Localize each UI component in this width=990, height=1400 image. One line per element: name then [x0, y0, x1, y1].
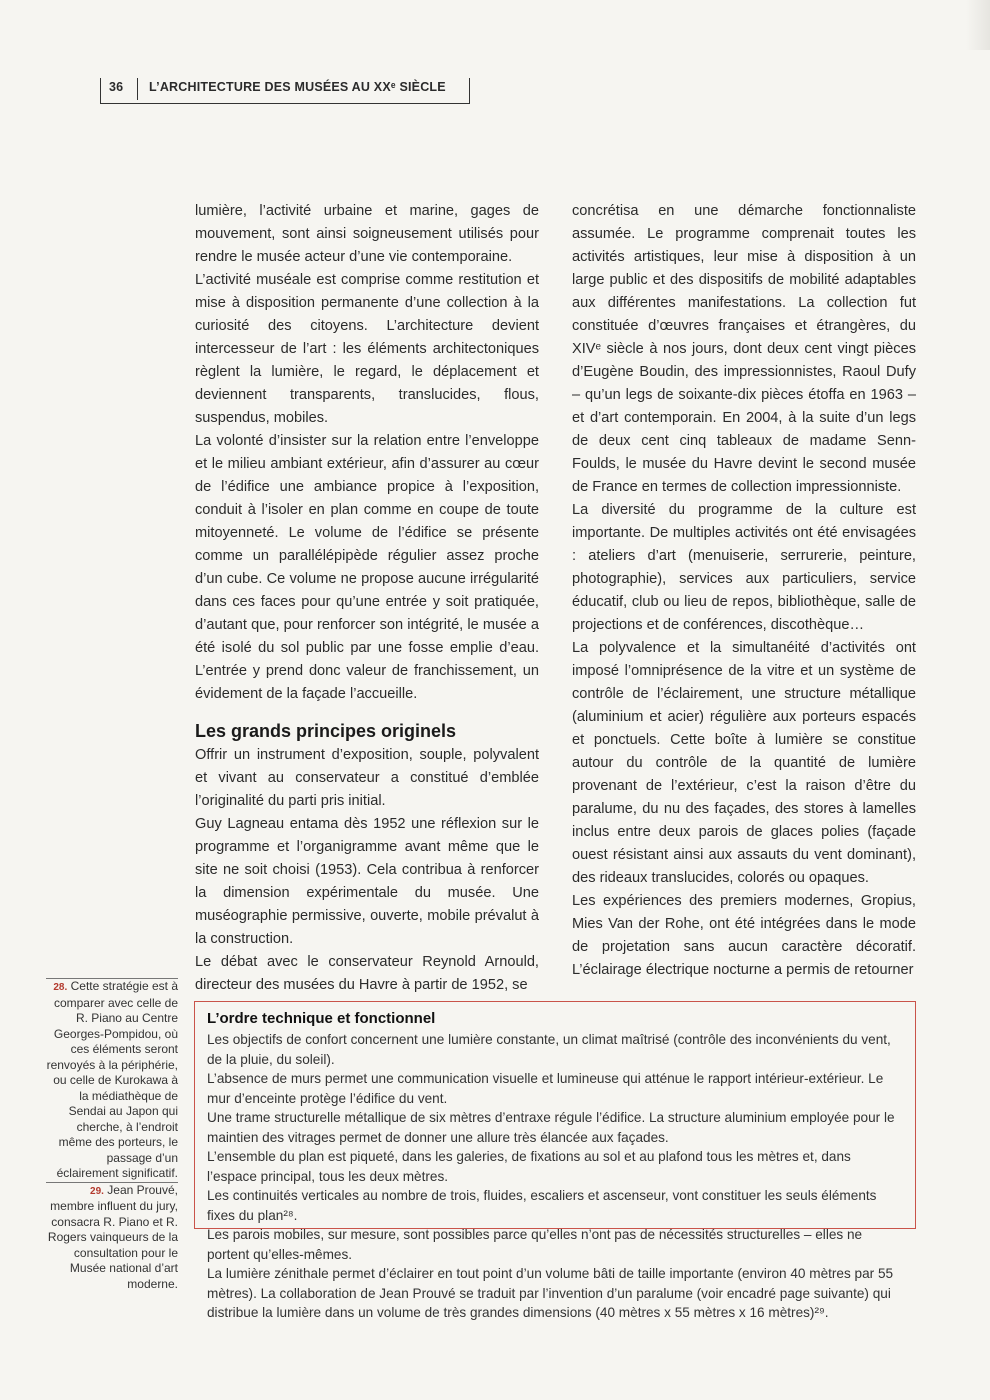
section-heading: Les grands principes originels: [195, 721, 457, 741]
page-edge-shadow: [966, 0, 990, 50]
paragraph: L’activité muséale est comprise comme restitution et mise à disposition permanente d’une collection à la curiosité des citoyens. L’architecture devient intercesseur de l’art : les éléments architectoniques règlent la lumière, le regard, le déplacement et deviennent transparents, translucides, flous, suspendus, mobiles.: [195, 272, 539, 426]
box-paragraph: L’absence de murs permet une communication visuelle et lumineuse qui atténue le rapport intérieur-extérieur. Le mur d’enceinte protège l’édifice du vent.: [207, 1071, 884, 1106]
running-title: L’ARCHITECTURE DES MUSÉES AU XXᵉ SIÈCLE: [149, 80, 446, 94]
paragraph: La diversité du programme de la culture est importante. De multiples activités ont été envisagées : ateliers d’art (menuiserie, serrurerie, peinture, photographie), services aux particuliers, service éducatif, club ou lieu de repos, bibliothèque, salle de projections et de conférences, discothèque…: [572, 502, 916, 633]
running-header: [100, 78, 470, 104]
paragraph: lumière, l’activité urbaine et marine, gages de mouvement, sont ainsi soigneusement utilisés pour rendre le musée acteur d’une vie contemporaine.: [195, 203, 539, 265]
box-paragraph: Les continuités verticales au nombre de trois, fluides, escaliers et ascenseur, vont constituer les seuls éléments fixes du plan²⁸.: [207, 1188, 877, 1223]
box-title: L’ordre technique et fonctionnel: [207, 1010, 436, 1027]
footnotes: [46, 978, 178, 1292]
sidebar-box: [194, 1001, 916, 1320]
box-paragraph: Une trame structurelle métallique de six mètres d’entraxe régule l’édifice. La structure aluminium employée pour le maintien des vitrages permet de donner une allure très élancée aux façades.: [207, 1110, 895, 1145]
paragraph: Offrir un instrument d’exposition, souple, polyvalent et vivant au conservateur a constitué d’emblée l’originalité du parti pris initial.: [195, 747, 539, 809]
page-number: 36: [109, 80, 124, 94]
paragraph: Guy Lagneau entama dès 1952 une réflexion sur le programme et l’organigramme avant même que le site ne soit choisi (1953). Cela contribua à renforcer la dimension expérimentale du musée. Une muséographie permissive, ouverte, mobile prévalut à la construction.: [195, 816, 539, 947]
footnote-29: [46, 1182, 178, 1293]
left-column: [195, 200, 539, 997]
paragraph: Les expériences des premiers modernes, Gropius, Mies Van der Rohe, ont été intégrées dans le mode de projetation sans aucun caractère décoratif. L’éclairage électrique nocturne a permis de retourner: [572, 893, 916, 978]
right-column: [572, 200, 916, 982]
header-divider: [137, 78, 138, 100]
paragraph: La polyvalence et la simultanéité d’activités ont imposé l’omniprésence de la vitre et un système de contrôle de l’éclairement, une structure métallique (aluminium et acier) régulière aux porteurs espacés et ponctuels. Cette boîte à lumière se constitue autour du contrôle de la quantité de lumière provenant de l’extérieur, c’est la raison d’être du paralume, du nu des façades, des stores à lamelles inclus entre deux parois de glaces polies (façade ouest résistant ainsi aux assauts du vent dominant), des rideaux translucides, colorés ou opaques.: [572, 640, 916, 886]
box-paragraph: L’ensemble du plan est piqueté, dans les galeries, de fixations au sol et au plafond tous les mètres et, dans l’espace principal, tous les deux mètres.: [207, 1149, 851, 1184]
footnote-text: Jean Prouvé, membre influent du jury, consacra R. Piano et R. Rogers vainqueurs de la consultation pour le Musée national d’art moderne.: [47, 1182, 178, 1291]
footnote-28: [46, 978, 178, 1182]
box-paragraph: Les objectifs de confort concernent une lumière constante, un climat maîtrisé (contrôle des inconvénients du vent, de la pluie, du soleil).: [207, 1032, 891, 1067]
box-paragraph: Les parois mobiles, sur mesure, sont possibles parce qu’elles n’ont pas de nécessités structurelles – elles ne portent qu’elles-mêmes.: [207, 1227, 863, 1262]
footnote-number: 29.: [90, 1185, 104, 1197]
footnote-number: 28.: [53, 982, 68, 993]
paragraph: concrétisa en une démarche fonctionnaliste assumée. Le programme comprenait toutes les activités artistiques, leur mise à disposition à un large public et des dispositifs de mobilité adaptables aux différentes manifestations. La collection fut constituée d’œuvres françaises et étrangères, du XIVᵉ siècle à nos jours, dont deux cent vingt pièces d’Eugène Boudin, des impressionnistes, Raoul Dufy – qu’un legs de soixante-dix pièces étoffa en 1963 – et d’art contemporain. En 2004, à la suite d’un legs de deux cent cinq tableaux de madame Senn-Foulds, le musée du Havre devint le second musée de France en termes de collection impressionniste.: [572, 203, 916, 495]
paragraph: Le débat avec le conservateur Reynold Arnould, directeur des musées du Havre à partir de 1952, se: [195, 954, 539, 993]
box-paragraph: La lumière zénithale permet d’éclairer en tout point d’un volume bâti de taille importante (environ 40 mètres par 55 mètres). La collaboration de Jean Prouvé se traduit par l’invention d’un paralume (voir encadré page suivante) qui distribue la lumière dans un volume de très grandes dimensions (40 mètres x 55 mètres x 16 mètres)²⁹.: [207, 1266, 894, 1320]
footnote-text: Cette stratégie est à comparer avec celle de R. Piano au Centre Georges-Pompidou, où ces éléments seront renvoyés à la périphérie, ou celle de Kurokawa à la médiathèque de Sendai au Japon qui cherche, à l’endroit même des porteurs, le passage d’un éclairement significatif.: [46, 979, 178, 1180]
paragraph: La volonté d’insister sur la relation entre l’enveloppe et le milieu ambiant extérieur, afin d’assurer au cœur de l’édifice une ambiance propice à l’exposition, conduit à l’isoler en plan comme en coupe de toute mitoyenneté. Le volume de l’édifice se présente comme un parallélépipède régulier assez proche d’un cube. Ce volume ne propose aucune irrégularité dans ces faces pour qu’une entrée y soit pratiquée, d’autant que, pour renforcer son intégrité, le musée a été isolé du sol public par une fosse emplie d’eau. L’entrée y prend donc valeur de franchissement, un évidement de la façade l’accueille.: [195, 433, 539, 702]
